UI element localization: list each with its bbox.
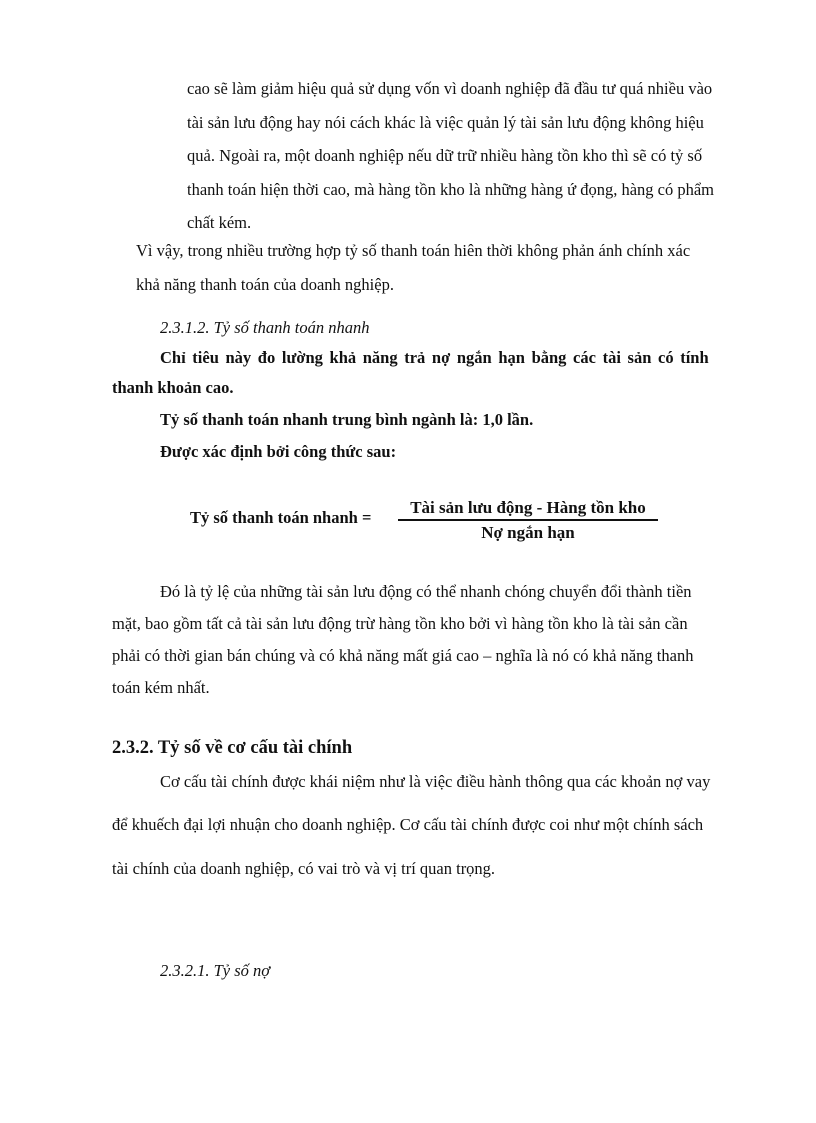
section-heading-2-3-2: 2.3.2. Tỷ số về cơ cấu tài chính	[112, 738, 353, 758]
subsection-title-2-3-1-2: 2.3.1.2. Tỷ số thanh toán nhanh	[160, 318, 370, 337]
section-2-3-2-line-1: Cơ cấu tài chính được khái niệm như là việc điều hành thông qua các khoản nợ vay	[160, 772, 711, 791]
formula-denominator: Nợ ngắn hạn	[481, 523, 575, 542]
formula-intro: Được xác định bởi công thức sau:	[160, 442, 397, 461]
formula-lhs: Tỷ số thanh toán nhanh =	[190, 508, 372, 527]
explanation-line-4: toán kém nhất.	[112, 678, 210, 697]
explanation-line-2: mặt, bao gồm tất cả tài sản lưu động trừ hàng tồn kho bởi vì hàng tồn kho là tài sản cần	[112, 614, 688, 633]
definition-line-1: Chỉ tiêu này đo lường khả năng trả nợ ngắn hạn bằng các tài sản có tính	[160, 348, 709, 367]
continuation-line-1: cao sẽ làm giảm hiệu quả sử dụng vốn vì doanh nghiệp đã đầu tư quá nhiều vào	[187, 79, 713, 98]
explanation-line-1: Đó là tỷ lệ của những tài sản lưu động có thể nhanh chóng chuyển đổi thành tiền	[160, 582, 692, 601]
definition-line-2: thanh khoản cao.	[112, 378, 234, 397]
subsection-title-2-3-2-1: 2.3.2.1. Tỷ số nợ	[160, 961, 271, 980]
conclusion-line-2: khả năng thanh toán của doanh nghiệp.	[136, 275, 394, 294]
continuation-line-2: tài sản lưu động hay nói cách khác là việc quản lý tài sản lưu động không hiệu	[187, 113, 704, 132]
section-2-3-2-line-3: tài chính của doanh nghiệp, có vai trò và vị trí quan trọng.	[112, 859, 496, 878]
formula-numerator: Tài sản lưu động - Hàng tồn kho	[410, 498, 646, 517]
fraction-bar	[398, 519, 658, 521]
continuation-line-4: thanh toán hiện thời cao, mà hàng tồn kho là những hàng ứ đọng, hàng có phẩm	[187, 180, 715, 199]
continuation-line-5: chất kém.	[187, 213, 252, 232]
conclusion-line-1: Vì vậy, trong nhiều trường hợp tỷ số thanh toán hiên thời không phản ánh chính xác	[136, 241, 691, 260]
industry-average: Tỷ số thanh toán nhanh trung bình ngành là: 1,0 lần.	[160, 410, 534, 429]
quick-ratio-formula	[190, 494, 670, 544]
section-2-3-2-line-2: để khuếch đại lợi nhuận cho doanh nghiệp. Cơ cấu tài chính được coi như một chính sách	[112, 815, 704, 834]
explanation-line-3: phải có thời gian bán chúng và có khả năng mất giá cao – nghĩa là nó có khả năng thanh	[112, 646, 694, 665]
continuation-line-3: quả. Ngoài ra, một doanh nghiệp nếu dữ trữ nhiều hàng tồn kho thì sẽ có tỷ số	[187, 146, 703, 165]
